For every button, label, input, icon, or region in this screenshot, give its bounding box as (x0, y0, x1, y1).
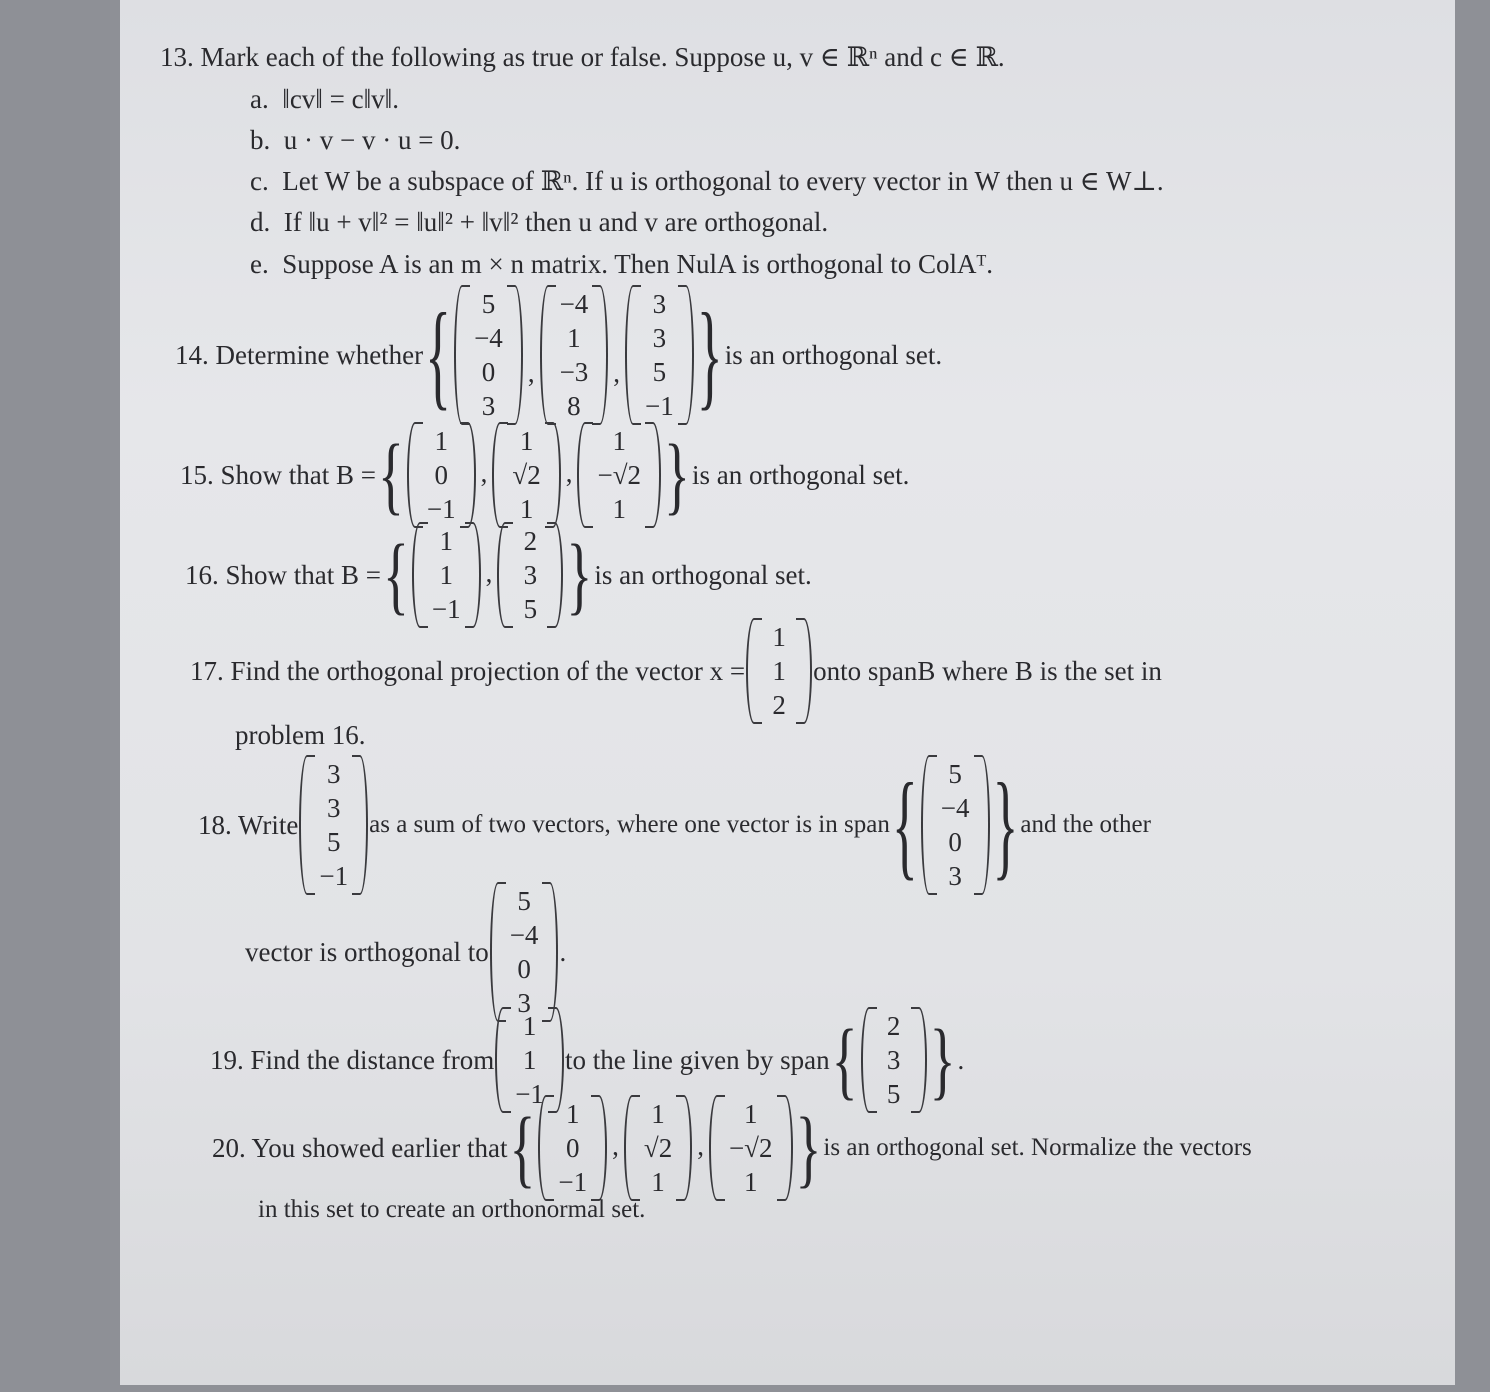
q18-orth-vector (490, 882, 559, 1022)
left-paren (709, 1095, 725, 1201)
vector-entries (725, 1097, 777, 1199)
vector-entry: −√2 (597, 460, 642, 490)
right-paren (678, 285, 694, 425)
q15-vector-2 (492, 422, 560, 528)
vector-entry: 0 (948, 827, 962, 857)
vector-entry: 1 (519, 426, 534, 456)
vector-entry: −√2 (728, 1133, 773, 1163)
right-paren (460, 422, 476, 528)
vector-entry: 1 (743, 1099, 758, 1129)
left-paren (538, 1095, 554, 1201)
vector-entry: 8 (567, 391, 581, 421)
right-paren (545, 422, 561, 528)
vector-entry: 2 (523, 526, 538, 556)
vector-entry: 5 (481, 289, 496, 319)
q17 (190, 618, 1162, 724)
vector-entry: −1 (515, 1079, 544, 1109)
vector-entry: −1 (319, 861, 349, 891)
right-paren (465, 522, 481, 628)
vector-entry: −4 (509, 920, 539, 950)
vector-entry: 5 (517, 886, 531, 916)
q19-prompt: 19. Find the distance from (210, 1044, 495, 1075)
q18-span-vector (921, 755, 990, 895)
vector-entry: 1 (519, 494, 534, 524)
vector-entry: 1 (567, 323, 581, 353)
q16: 16. Show that B = { 1 1 −1 , 2 3 5 } is an orthogonal set. (185, 525, 812, 625)
q14-prompt: 14. Determine whether (175, 339, 424, 370)
vector-entry: 2 (772, 690, 786, 720)
q18-middle-text: as a sum of two vectors, where one vector is in span (369, 811, 890, 838)
vector-entries (556, 287, 593, 423)
q14-vector-1 (454, 285, 523, 425)
vector-entry: 5 (652, 357, 667, 387)
vector-entry: 1 (566, 1099, 580, 1129)
vector-entry: −4 (940, 793, 970, 823)
q17-continuation: problem 16. (235, 720, 366, 750)
vector-entries (640, 1097, 676, 1199)
q20-continuation: in this set to create an orthonormal set. (258, 1196, 646, 1223)
right-paren (542, 882, 558, 1022)
vector-entry: −4 (474, 323, 503, 353)
vector-entry: 0 (434, 460, 449, 490)
vector-entry: 1 (439, 526, 454, 556)
right-paren (777, 1095, 793, 1201)
vector-entry: 1 (522, 1011, 537, 1041)
vector-entry: 0 (481, 357, 496, 387)
left-paren (540, 285, 556, 425)
q20-vector-1 (538, 1095, 607, 1201)
vector-entry: 1 (651, 1099, 665, 1129)
q18-left-brace: { (891, 759, 918, 891)
right-paren (592, 285, 608, 425)
q20-suffix: is an orthogonal set. Normalize the vectors (823, 1134, 1252, 1161)
q15-right-brace: } (664, 427, 690, 523)
q13-part-a: a. ‖cv‖ = c‖v‖. (250, 84, 400, 114)
vector-entry: 3 (481, 391, 496, 421)
vector-entry: 3 (517, 988, 531, 1018)
vector-entries (641, 287, 678, 423)
left-paren (497, 522, 513, 628)
right-paren (547, 522, 563, 628)
q17-suffix: onto spanB where B is the set in (813, 655, 1162, 686)
q16-suffix: is an orthogonal set. (594, 559, 812, 590)
q13-part-d: d. If ‖u + v‖² = ‖u‖² + ‖v‖² then u and v are orthogonal. (250, 207, 829, 237)
q16-vector-1 (412, 522, 481, 628)
q18 (198, 755, 1151, 895)
vector-entries (470, 287, 507, 423)
vector-entry: 2 (886, 1011, 901, 1041)
q20-prompt: 20. You showed earlier that (212, 1132, 508, 1163)
vector-entry: 1 (651, 1167, 665, 1197)
vector-entry: −1 (431, 594, 461, 624)
q13-part-e: e. Suppose A is an m × n matrix. Then NulA is orthogonal to ColAᵀ. (250, 249, 993, 279)
right-paren (352, 755, 368, 895)
right-paren (676, 1095, 692, 1201)
left-paren (921, 755, 937, 895)
vector-entries (554, 1097, 591, 1199)
q14: 14. Determine whether { 5 −4 0 3 , −4 1 −3 8 , 3 3 5 −1 } is an orthogonal set. (175, 285, 942, 425)
q16-left-brace: { (383, 527, 409, 623)
q18-continuation: vector is orthogonal to 5 −4 0 3 . (245, 882, 566, 1022)
q15-vector-3 (577, 422, 661, 528)
vector-entry: −1 (645, 391, 674, 421)
vector-entry: 1 (612, 494, 626, 524)
vector-entries (508, 424, 544, 526)
right-paren (507, 285, 523, 425)
vector-entry: −4 (559, 289, 589, 319)
vector-entries (423, 424, 460, 526)
vector-entry: 1 (522, 1045, 537, 1075)
q18-vector (299, 755, 368, 895)
q13-part-c: c. Let W be a subspace of ℝⁿ. If u is orthogonal to every vector in W then u ∈ W⊥. (250, 166, 1164, 196)
q18-suffix: and the other (1020, 811, 1151, 838)
vector-entries (513, 524, 547, 626)
q18-right-brace: } (992, 759, 1019, 891)
vector-entry: −1 (426, 494, 456, 524)
q13-stem: 13. Mark each of the following as true or false. Suppose u, v ∈ ℝⁿ and c ∈ ℝ. (160, 42, 1005, 72)
q17-vector-x (746, 618, 812, 724)
q15-left-brace: { (378, 427, 404, 523)
q19-middle-text: to the line given by span (564, 1044, 830, 1075)
vector-entry: 3 (327, 793, 341, 823)
left-paren (624, 1095, 640, 1201)
q14-right-brace: } (696, 289, 723, 421)
q13-part-b: b. u · v − v · u = 0. (250, 125, 461, 155)
right-paren (591, 1095, 607, 1201)
left-paren (407, 422, 423, 528)
vector-entry: 3 (948, 861, 962, 891)
left-paren (625, 285, 641, 425)
vector-entry: 1 (439, 560, 454, 590)
q16-right-brace: } (566, 527, 593, 623)
q20-vector-3 (709, 1095, 793, 1201)
vector-entry: 3 (886, 1045, 901, 1075)
q15-vector-1 (407, 422, 476, 528)
vector-entry: 0 (517, 954, 531, 984)
vector-entry: 0 (566, 1133, 580, 1163)
q16-prompt: 16. Show that B = (185, 559, 381, 590)
q15-prompt: 15. Show that B = (180, 459, 376, 490)
vector-entry: 3 (652, 323, 667, 353)
vector-entry: 5 (948, 759, 962, 789)
vector-entries (937, 757, 974, 893)
vector-entry: 5 (523, 594, 538, 624)
q14-vector-3 (625, 285, 694, 425)
left-paren (492, 422, 508, 528)
right-paren (796, 618, 812, 724)
vector-entries (506, 884, 543, 1020)
vector-entries (315, 757, 352, 893)
left-paren (746, 618, 762, 724)
vector-entry: √2 (512, 460, 541, 490)
q19-right-brace: } (929, 1012, 956, 1108)
q20-vector-2 (624, 1095, 692, 1201)
vector-entry: 1 (772, 656, 786, 686)
vector-entry: √2 (643, 1133, 673, 1163)
q14-suffix: is an orthogonal set. (724, 339, 943, 370)
q15: 15. Show that B = { 1 0 −1 , 1 √2 1 , 1 −√2 1 } is an orthogonal set. (180, 425, 909, 525)
vector-entry: 1 (612, 426, 626, 456)
vector-entry: 3 (327, 759, 341, 789)
left-paren (490, 882, 506, 1022)
left-paren (577, 422, 593, 528)
vector-entries (428, 524, 465, 626)
q20: 20. You showed earlier that { 1 0 −1 , 1 √2 1 , 1 −√2 1 } is an orthogonal set. Normalize the vectors (212, 1098, 1252, 1198)
vector-entries (762, 620, 796, 722)
q19-left-brace: { (831, 1012, 858, 1108)
q14-vector-2 (540, 285, 609, 425)
q17-prompt: 17. Find the orthogonal projection of the vector x = (190, 655, 746, 686)
vector-entry: 5 (886, 1079, 901, 1109)
q18-prompt: 18. Write (198, 809, 299, 840)
vector-entry: −1 (558, 1167, 588, 1197)
q19: 19. Find the distance from 1 1 −1 to the line given by span { 2 3 5 } . (210, 1010, 964, 1110)
q14-left-brace: { (425, 289, 452, 421)
vector-entries (593, 424, 645, 526)
q20-right-brace: } (795, 1100, 822, 1196)
vector-entries (877, 1009, 911, 1111)
vector-entry: −3 (559, 357, 589, 387)
vector-entry: 3 (652, 289, 667, 319)
right-paren (974, 755, 990, 895)
vector-entry: 5 (327, 827, 341, 857)
left-paren (412, 522, 428, 628)
left-paren (454, 285, 470, 425)
vector-entry: 1 (434, 426, 449, 456)
vector-entry: 3 (523, 560, 538, 590)
vector-entry: 1 (743, 1167, 758, 1197)
q15-suffix: is an orthogonal set. (691, 459, 910, 490)
right-paren (645, 422, 661, 528)
vector-entry: 1 (772, 622, 786, 652)
q16-vector-2 (497, 522, 563, 628)
q20-left-brace: { (509, 1100, 536, 1196)
left-paren (299, 755, 315, 895)
